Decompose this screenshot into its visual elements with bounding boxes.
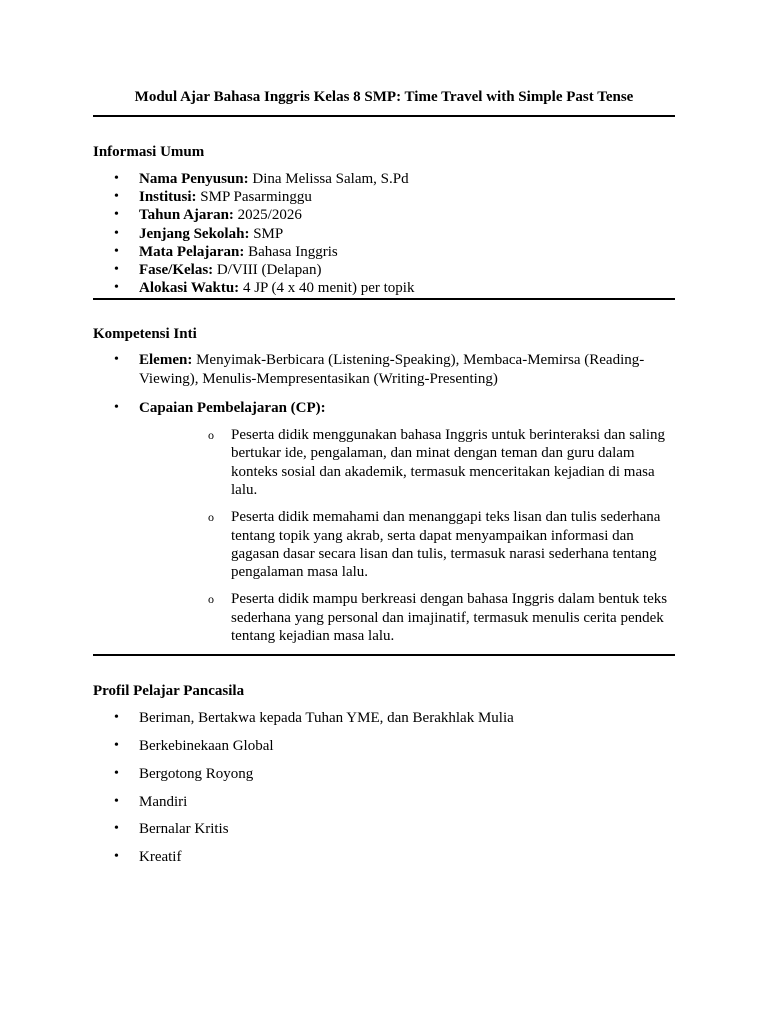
capaian-item: o Peserta didik menggunakan bahasa Inggris untuk berinteraksi dan saling bertukar ide, pengalaman, dan minat dengan teman dan guru dalam konteks sosial dan akademik, termasuk menceritakan kejadian di masa lalu. — [139, 426, 675, 499]
info-value: Bahasa Inggris — [244, 243, 338, 260]
capaian-item: o Peserta didik memahami dan menanggapi teks lisan dan tulis sederhana tentang topik yang akrab, serta dapat menyampaikan informasi dan gagasan dasar secara lisan dan tulis, termasuk narasi sederhana tentang pengalaman masa lalu. — [139, 508, 675, 581]
info-label: Nama Penyusun: — [139, 171, 249, 187]
profil-item: • Berkebinekaan Global — [93, 737, 675, 755]
kompetensi-inti-list — [93, 351, 675, 645]
info-item-fase-kelas — [93, 261, 675, 279]
info-item-institusi — [93, 188, 675, 206]
info-label: Tahun Ajaran: — [139, 207, 234, 224]
info-label: Jenjang Sekolah: — [139, 225, 250, 242]
elemen-label: Elemen: — [139, 352, 193, 369]
kompetensi-item-capaian — [93, 399, 675, 645]
info-value: Dina Melissa Salam, S.Pd — [248, 171, 409, 187]
info-label: Institusi: — [139, 189, 197, 206]
section-heading-kompetensi-inti: Kompetensi Inti — [93, 326, 197, 343]
elemen-value: Menyimak-Berbicara (Listening-Speaking), Membaca-Memirsa (Reading-Viewing), Menulis-Mempresentasikan (Writing-Presenting) — [139, 352, 645, 387]
info-label: Mata Pelajaran: — [139, 243, 245, 260]
profil-item: • Bergotong Royong — [93, 765, 675, 783]
section-divider — [93, 654, 675, 656]
profil-item: • Bernalar Kritis — [93, 820, 675, 838]
section-kompetensi-inti — [93, 325, 675, 656]
info-value: 4 JP (4 x 40 menit) per topik — [239, 280, 415, 297]
info-value: SMP Pasarminggu — [196, 189, 312, 206]
profil-item: • Mandiri — [93, 793, 675, 811]
section-heading-informasi-umum: Informasi Umum — [93, 144, 205, 160]
capaian-item: o Peserta didik mampu berkreasi dengan bahasa Inggris dalam bentuk teks sederhana yang personal dan imajinatif, termasuk menulis cerita pendek tentang kejadian masa lalu. — [139, 590, 675, 645]
title-divider — [93, 115, 675, 117]
info-value: D/VIII (Delapan) — [213, 262, 322, 279]
informasi-umum-list — [93, 170, 675, 297]
info-item-mata-pelajaran — [93, 243, 675, 261]
document-page — [93, 86, 675, 866]
kompetensi-item-elemen — [93, 351, 675, 387]
section-divider — [93, 298, 675, 300]
section-profil-pelajar — [93, 682, 675, 866]
profil-pelajar-list — [93, 709, 675, 866]
profil-item: • Beriman, Bertakwa kepada Tuhan YME, dan Berakhlak Mulia — [93, 709, 675, 727]
section-heading-profil-pelajar: Profil Pelajar Pancasila — [93, 683, 245, 700]
capaian-label: Capaian Pembelajaran (CP): — [139, 399, 326, 416]
info-item-nama-penyusun — [93, 170, 675, 188]
info-item-jenjang-sekolah — [93, 225, 675, 243]
info-value: 2025/2026 — [233, 207, 302, 224]
capaian-sublist — [139, 426, 675, 645]
profil-item: • Kreatif — [93, 848, 675, 866]
info-label: Alokasi Waktu: — [139, 280, 240, 297]
section-informasi-umum — [93, 143, 675, 300]
info-label: Fase/Kelas: — [139, 262, 214, 279]
info-value: SMP — [249, 225, 284, 242]
document-title: Modul Ajar Bahasa Inggris Kelas 8 SMP: Time Travel with Simple Past Tense — [134, 89, 634, 105]
info-item-alokasi-waktu — [93, 279, 675, 297]
info-item-tahun-ajaran — [93, 206, 675, 224]
